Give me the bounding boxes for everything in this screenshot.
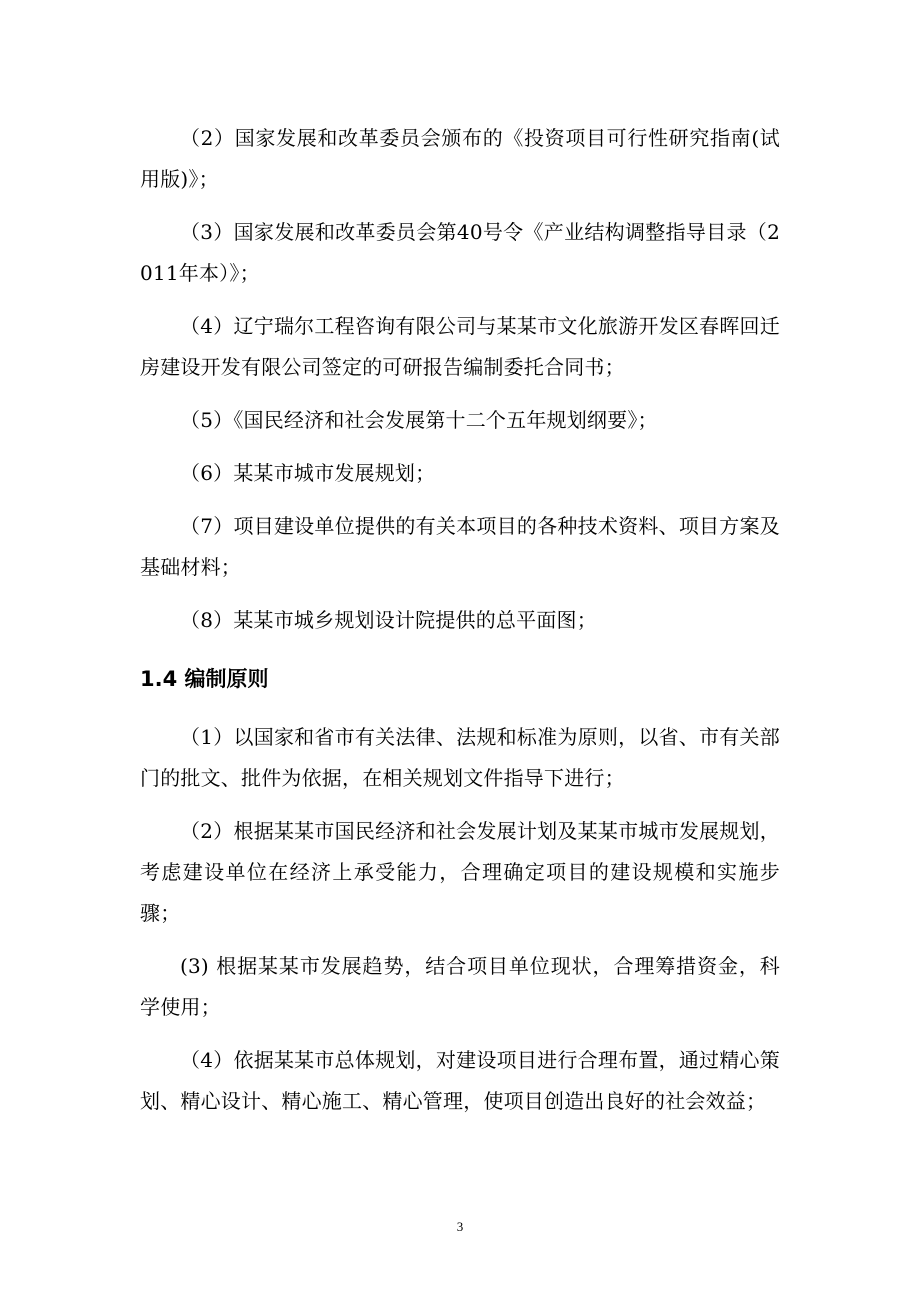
reference-item-3: （3）国家发展和改革委员会第40号令《产业结构调整指导目录（2011年本）》； (140, 220, 780, 285)
reference-item-6: （6）某某市城市发展规划； (180, 461, 436, 485)
principle-item-3: (3) 根据某某市发展趋势，结合项目单位现状，合理筹措资金，科学使用； (140, 954, 780, 1019)
principle-item-4: （4）依据某某市总体规划，对建设项目进行合理布置，通过精心策划、精心设计、精心施工、精心管理，使项目创造出良好的社会效益； (140, 1048, 780, 1113)
reference-item-8: （8）某某市城乡规划设计院提供的总平面图； (180, 608, 597, 632)
principle-item-2: （2）根据某某市国民经济和社会发展计划及某某市城市发展规划，考虑建设单位在经济上承受能力，合理确定项目的建设规模和实施步骤； (140, 819, 780, 925)
section-heading: 1.4 编制原则 (140, 667, 269, 691)
reference-item-7: （7）项目建设单位提供的有关本项目的各种技术资料、项目方案及基础材料； (140, 514, 780, 579)
page-number: 3 (456, 1219, 464, 1234)
reference-item-4: （4）辽宁瑞尔工程咨询有限公司与某某市文化旅游开发区春晖回迁房建设开发有限公司签定的可研报告编制委托合同书； (140, 314, 780, 379)
reference-item-5: （5）《国民经济和社会发展第十二个五年规划纲要》； (180, 408, 658, 432)
reference-item-2: （2）国家发展和改革委员会颁布的《投资项目可行性研究指南(试用版)》； (140, 126, 780, 191)
document-body (140, 118, 780, 1122)
principle-item-1: （1）以国家和省市有关法律、法规和标准为原则，以省、市有关部门的批文、批件为依据，在相关规划文件指导下进行； (140, 725, 780, 790)
